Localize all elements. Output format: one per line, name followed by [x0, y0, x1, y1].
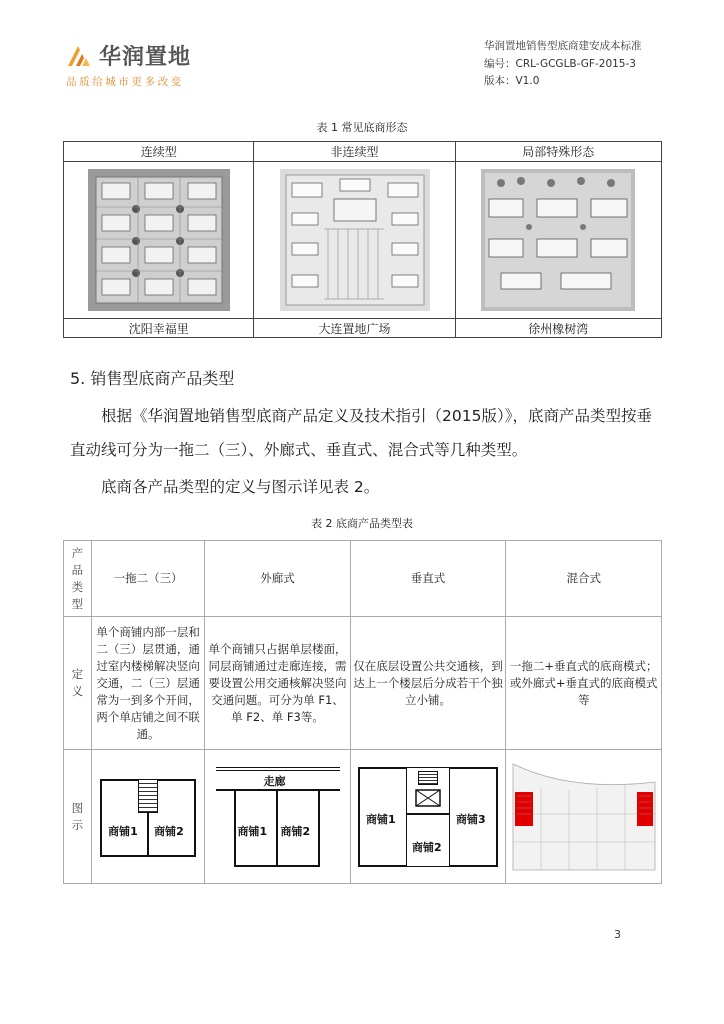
section-title: 5. 销售型底商产品类型	[70, 369, 235, 388]
row-label-char: 示	[71, 817, 84, 832]
table2-caption: 表 2 底商产品类型表	[311, 517, 413, 530]
shop-label: 商铺1	[237, 824, 268, 838]
slogan: 品质给城市更多改变	[66, 76, 184, 88]
site-plan-noncontinuous-image	[280, 169, 430, 311]
site-plan-continuous-image	[88, 169, 230, 311]
type-definition: 单个商铺内部一层和二（三）层贯通，通过室内楼梯解决竖向交通，二（三）层通常为一到多个开间，两个单店铺之间不联通。	[91, 617, 205, 750]
table1-image-cell	[254, 162, 455, 319]
row-label-definition	[64, 617, 92, 750]
type-definition: 单个商铺只占据单层楼面，同层商铺通过走廊连接，需要设置公用交通核解决竖向交通问题。可分为单 F1、单 F2、单 F3等。	[205, 617, 350, 750]
doc-code: 编号：CRL-GCGLB-GF-2015-3	[484, 58, 636, 70]
table1-caption: 表 1 常见底商形态	[316, 121, 408, 134]
type-definition: 一拖二+垂直式的底商模式；或外廊式+垂直式的底商模式等	[506, 617, 662, 750]
row-label-figure	[64, 750, 92, 884]
shop-label: 商铺1	[108, 824, 138, 838]
row-label-char: 品	[71, 562, 84, 577]
table2	[63, 540, 662, 884]
logo-icon	[66, 44, 92, 68]
row-label-char: 图	[71, 800, 84, 815]
table1-header: 非连续型	[254, 142, 455, 162]
one-to-two-diagram	[100, 777, 196, 857]
corridor-diagram	[216, 767, 340, 867]
row-label-char: 义	[71, 684, 84, 698]
type-name: 外廊式	[205, 541, 350, 617]
doc-title: 华润置地销售型底商建安成本标准	[484, 40, 642, 52]
table1-header: 连续型	[64, 142, 254, 162]
row-label-char: 型	[71, 596, 84, 611]
mixed-type-plan-image	[511, 762, 657, 872]
diagram-cell	[91, 750, 205, 884]
table1	[63, 141, 662, 338]
elevator-icon	[415, 789, 441, 807]
divider	[406, 813, 450, 815]
site-plan-special-image	[481, 169, 635, 311]
table1-image-cell	[455, 162, 661, 319]
body-paragraph: 底商各产品类型的定义与图示详见表 2。	[101, 478, 380, 496]
row-label-type	[64, 541, 92, 617]
party-wall	[147, 813, 149, 857]
type-name: 一拖二（三）	[91, 541, 205, 617]
type-definition: 仅在底层设置公共交通核，到达上一个楼层后分成若干个独立小铺。	[350, 617, 506, 750]
shop-label: 商铺1	[366, 812, 396, 826]
type-name: 混合式	[506, 541, 662, 617]
shop-label: 商铺3	[456, 812, 486, 826]
corridor-band	[216, 767, 340, 771]
logo-text: 华润置地	[99, 45, 192, 70]
type-name: 垂直式	[350, 541, 506, 617]
shop-label: 商铺2	[412, 840, 442, 854]
doc-version: 版本：V1.0	[484, 75, 540, 87]
row-label-char: 产	[71, 545, 84, 560]
table1-footer: 徐州橡树湾	[455, 319, 661, 338]
shop-label: 商铺2	[280, 824, 311, 838]
diagram-cell	[205, 750, 350, 884]
body-paragraph: 根据《华润置地销售型底商产品定义及技术指引（2015版）》，底商产品类型按垂直动线可分为一拖二（三）、外廊式、垂直式、混合式等几种类型。	[70, 407, 652, 459]
stair-well	[138, 779, 158, 813]
row-label-char: 类	[71, 579, 84, 594]
corridor-label: 走廊	[263, 774, 286, 788]
table1-header: 局部特殊形态	[455, 142, 661, 162]
table1-image-cell	[64, 162, 254, 319]
diagram-cell	[350, 750, 506, 884]
shop-label: 商铺2	[154, 824, 184, 838]
page-number: 3	[614, 928, 621, 941]
row-label-char: 定	[71, 667, 84, 681]
table1-footer: 大连置地广场	[254, 319, 455, 338]
diagram-cell	[506, 750, 662, 884]
table1-footer: 沈阳幸福里	[64, 319, 254, 338]
vertical-diagram	[358, 767, 498, 867]
stair-core	[418, 771, 438, 785]
